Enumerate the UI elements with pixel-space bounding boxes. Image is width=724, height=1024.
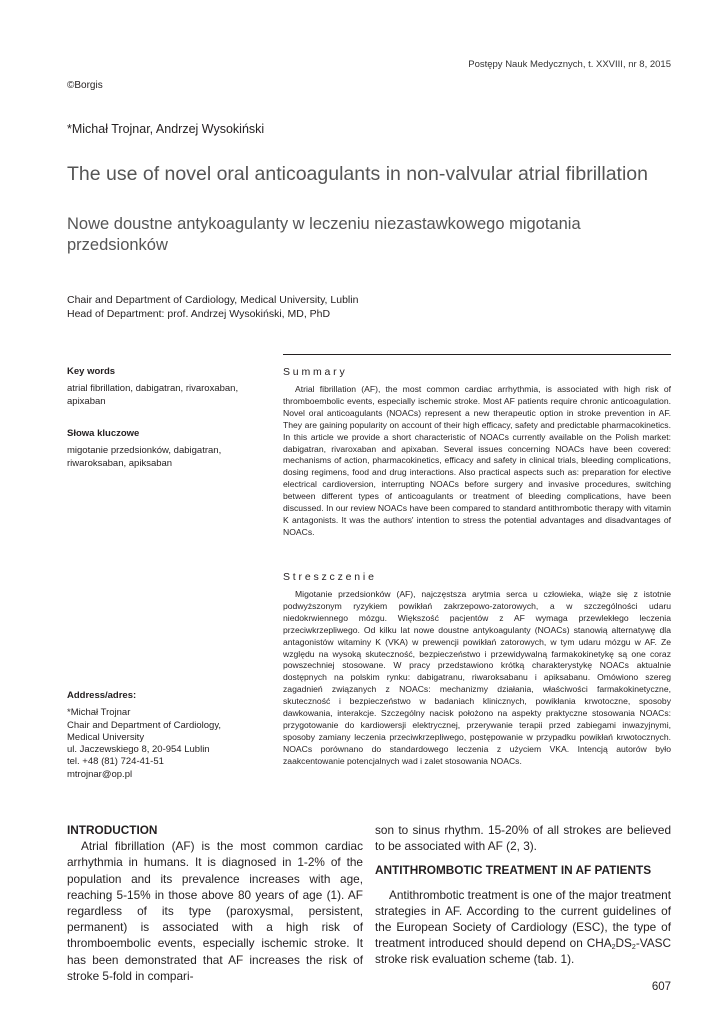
address-phone: tel. +48 (81) 724-41-51 bbox=[67, 756, 164, 768]
title-english: The use of novel oral anticoagulants in non-valvular atrial fibrillation bbox=[67, 163, 648, 185]
publisher-mark: ©Borgis bbox=[67, 80, 103, 91]
slowa-kluczowe-text: migotanie przedsionków, dabigatran, riwaroksaban, apiksaban bbox=[67, 445, 222, 469]
address-street: ul. Jaczewskiego 8, 20-954 Lublin bbox=[67, 744, 210, 756]
address-block bbox=[67, 690, 267, 781]
introduction-paragraph: Atrial fibrillation (AF) is the most common cardiac arrhythmia in humans. It is diagnosed in 1-2% of the population and its prevalence increases with age, reaching 5-15% in those above 80 years of age (1). AF regardless of its type (paroxysmal, persistent, permanent) is associated with a high risk of thromboembolic events, especially ischemic stroke. It has been demonstrated that AF increases the risk of stroke 5-fold in compari- bbox=[67, 839, 363, 983]
streszczenie-heading: Streszczenie bbox=[283, 571, 377, 583]
slowa-kluczowe-block bbox=[67, 428, 267, 470]
antithrombotic-text-a: Antithrombotic treatment is one of the major treatment strategies in AF. According to the current guidelines of the European Society of Cardiology (ESC), the type of treatment introduced should depend on CHA bbox=[375, 887, 671, 951]
summary-heading: Summary bbox=[283, 366, 348, 378]
antithrombotic-heading: ANTITHROMBOTIC TREATMENT IN AF PATIENTS bbox=[375, 863, 652, 878]
keywords-text: atrial fibrillation, dabigatran, rivaroxaban, apixaban bbox=[67, 383, 239, 407]
introduction-heading: INTRODUCTION bbox=[67, 823, 158, 837]
page-number: 607 bbox=[651, 981, 671, 993]
address-university: Medical University bbox=[67, 731, 145, 743]
keywords-heading: Key words bbox=[67, 366, 116, 377]
affiliation bbox=[67, 293, 358, 321]
introduction-paragraph-continued: son to sinus rhythm. 15-20% of all strokes are believed to be associated with AF (2, 3). bbox=[375, 823, 671, 854]
authors: *Michał Trojnar, Andrzej Wysokiński bbox=[67, 122, 265, 136]
subscript-2-a: 2 bbox=[611, 944, 616, 952]
journal-header: Postępy Nauk Medycznych, t. XXVIII, nr 8, 2015 bbox=[468, 59, 671, 70]
subscript-2-b: 2 bbox=[631, 944, 636, 952]
antithrombotic-text-c: -VASC stroke risk evaluation scheme (tab. 1). bbox=[375, 936, 671, 967]
keywords-block bbox=[67, 366, 267, 408]
address-email: mtrojnar@op.pl bbox=[67, 768, 133, 780]
abstract-divider bbox=[283, 354, 671, 355]
affiliation-line-1: Chair and Department of Cardiology, Medical University, Lublin bbox=[67, 294, 359, 306]
title-polish: Nowe doustne antykoagulanty w leczeniu niezastawkowego migotania przedsionków bbox=[67, 215, 581, 254]
address-name: *Michał Trojnar bbox=[67, 707, 131, 719]
affiliation-line-2: Head of Department: prof. Andrzej Wysokiński, MD, PhD bbox=[67, 308, 331, 320]
address-department: Chair and Department of Cardiology, bbox=[67, 719, 222, 731]
antithrombotic-text-b: DS bbox=[615, 936, 632, 951]
body-column-right bbox=[375, 822, 671, 968]
antithrombotic-paragraph bbox=[375, 887, 671, 968]
address-heading: Address/adres: bbox=[67, 690, 137, 701]
streszczenie-text: Migotanie przedsionków (AF), najczęstsza arytmia serca u człowieka, wiąże się z istotnie podwyższonym ryzykiem powikłań zakrzepowo-zatorowych, a w szczególności udaru niedokrwiennego mózgu. Większość pacjentów z AF wymaga przewlekłego leczenia przeciwkrzepliwego. Od kilku lat nowe doustne antykoagulanty (NOACs) stanowią alternatywę dla antagonistów witaminy K (VKA) w prewencji powikłań zatorowych, w tym udaru mózgu w AF. Ze względu na wysoką skuteczność, bezpieczeństwo i przewidywalną farmakokinetykę są one coraz powszechniej stosowane. W pracy przedstawiono krótką charakterystykę NOACs aktualnie dostępnych na polskim rynku: dabigatranu, riwaroksabanu i apiksabanu. Omówiono szereg zagadnień związanych z NOACs: mechanizmy działania, właściwości farmakokinetyczne, skuteczność i bezpieczeństwo w badaniach klinicznych, powikłania krwotoczne, sposoby dawkowania, interakcje. Szczególny nacisk położono na aspekty praktyczne stosowania NOACs: przygotowanie do kardiowersji elektrycznej, przerywanie terapii przed zabiegami inwazyjnymi, sposoby zamiany leczenia przeciwkrzepliwego, postępowanie w przypadku powikłań krwotocznych. NOACs porównano do standardowego leczenia z użyciem VKA. Intencją autorów było zaakcentowanie potencjalnych wad i zalet stosowania NOACs. bbox=[283, 589, 671, 766]
slowa-kluczowe-heading: Słowa kluczowe bbox=[67, 428, 140, 439]
body-column-left bbox=[67, 822, 363, 984]
summary-text: Atrial fibrillation (AF), the most common cardiac arrhythmia, is associated with high risk of thromboembolic events, especially ischemic stroke. Most AF patients require chronic anticoagulation. Novel oral anticoagulants (NOACs) represent a new therapeutic option in stroke prevention in AF. They are gaining popularity on account of their high efficacy, safety and predictable pharmacokinetics. In this article we provide a short characteristic of NOACs currently available on the Polish market: dabigatran, rivaroxaban and apixaban. Several issues concerning NOACs have been covered: mechanisms of action, pharmacokinetics, efficacy and safety in clinical trials, bleeding complications, dosing regimens, food and drug interactions. Also practical aspects such as: preparation for elective electrical cardioversion, interrupting NOACs before surgery and invasive procedures, switching between different types of anticoagulants or treatment of bleeding complications, have been discussed. In our review NOACs have been compared to standard antithrombotic therapy with vitamin K antagonists. It was the authors' intention to stress the potential advantages and disadvantages of NOACs. bbox=[283, 384, 671, 537]
